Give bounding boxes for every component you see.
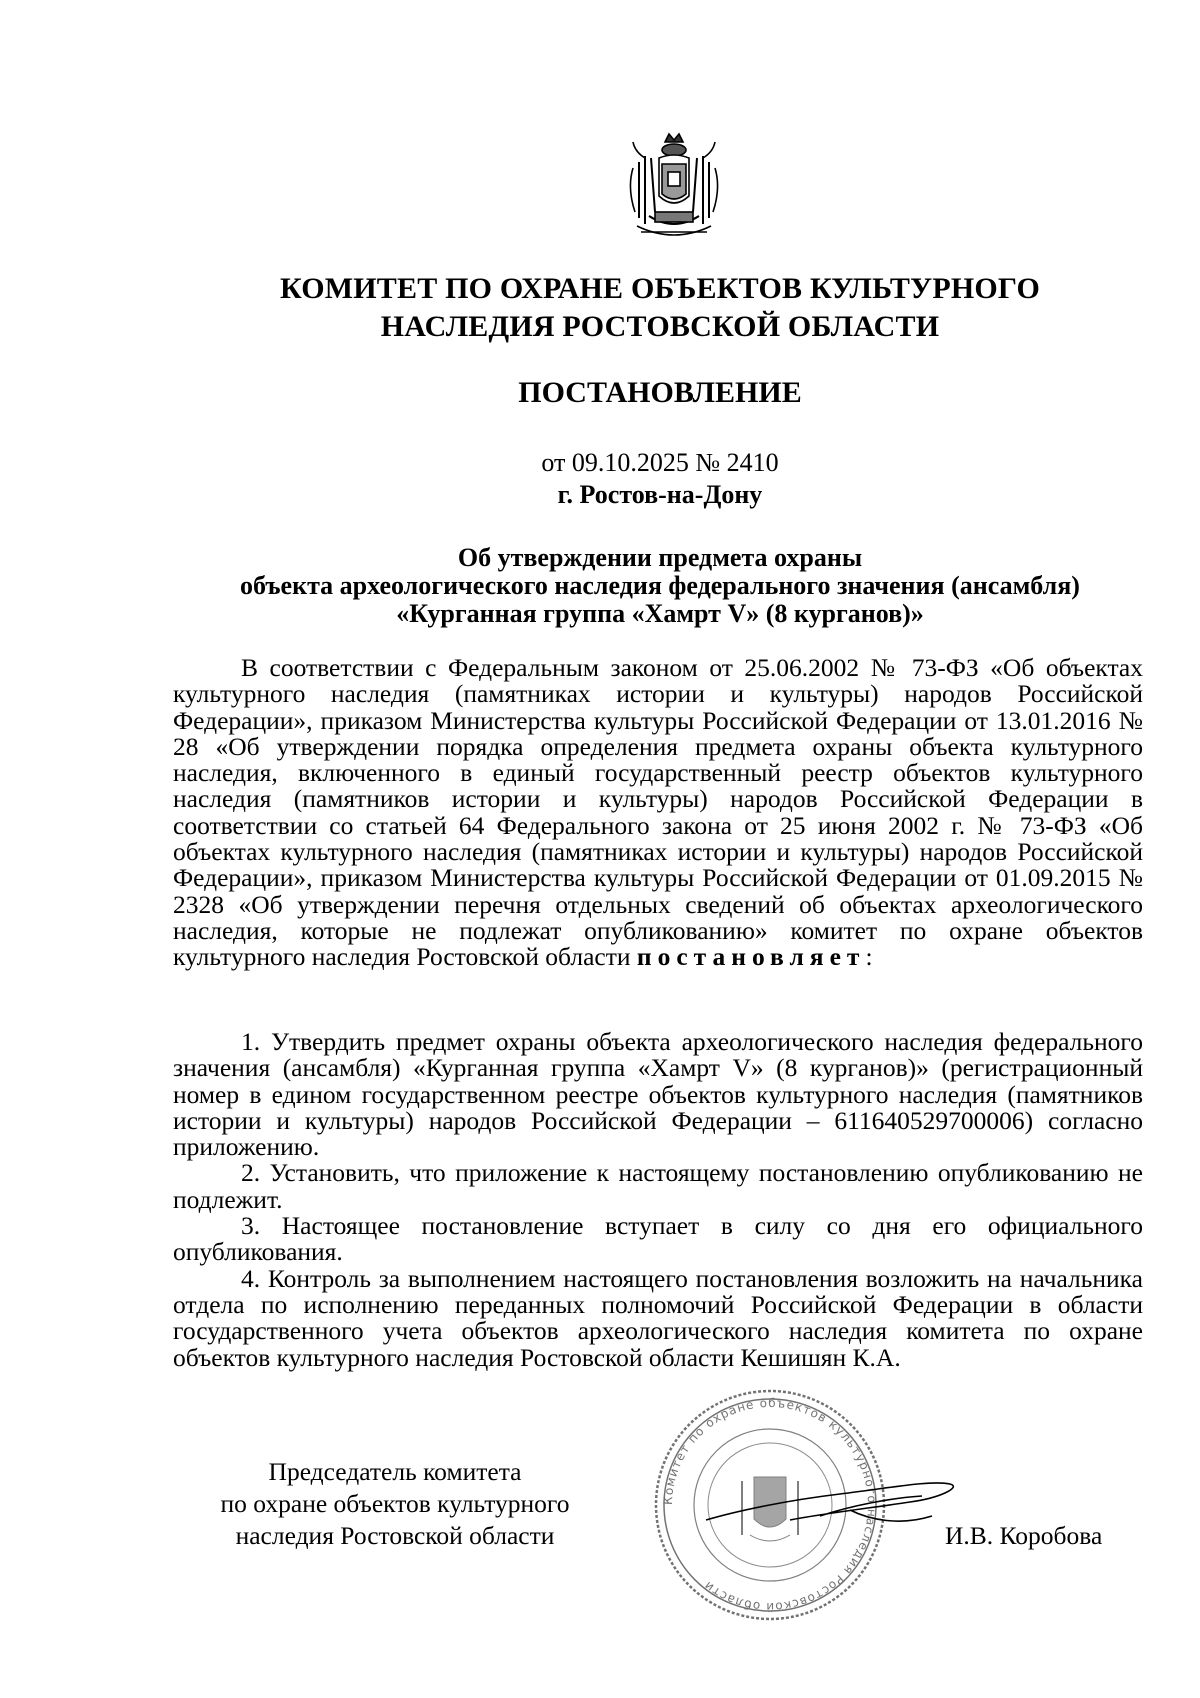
document-type: ПОСТАНОВЛЕНИЕ xyxy=(518,376,802,409)
decree-item-1: 1. Утвердить предмет охраны объекта археологического наследия федерального значения (ансамбля) «Курганная группа «Хамрт V» (8 курганов)» (регистрационный номер в едином государственном реестре объектов культурного наследия (памятников истории и культуры) народов Российской Федерации – 611640529700006) согласно приложению. xyxy=(173,1027,1143,1162)
signer-name: И.В. Коробова xyxy=(945,1521,1103,1550)
signer-position-line-2: по охране объектов культурного xyxy=(220,1489,570,1518)
subject-line-2: объекта археологического наследия федерального значения (ансамбля) xyxy=(240,571,1080,600)
city: г. Ростов-на-Дону xyxy=(557,480,763,509)
decree-items xyxy=(173,1029,1143,1371)
issuing-authority xyxy=(170,270,1150,346)
signer-position-line-1: Председатель комитета xyxy=(268,1457,522,1486)
decree-item-2: 2. Установить, что приложение к настоящему постановлению опубликованию не подлежит. xyxy=(173,1158,1143,1214)
signer-position xyxy=(190,1456,600,1552)
coat-of-arms-icon xyxy=(615,128,733,246)
preamble-paragraph xyxy=(173,655,1143,971)
stamp-ring-text: Комитет по охране объектов культурного наследия Ростовской области xyxy=(660,1395,880,1615)
preamble-text: В соответствии с Федеральным законом от 25.06.2002 № 73-ФЗ «Об объектах культурного наследия (памятниках истории и культуры) народов Российской Федерации», приказом Министерства культуры Российской Федерации от 13.01.2016 № 28 «Об утверждении порядка определения предмета охраны объекта культурного наследия, включенного в единый государственный реестр объектов культурного наследия (памятников истории и культуры) народов Российской Федерации в соответствии со статьей 64 Федерального закона от 25 июня 2002 г. № 73-ФЗ «Об объектах культурного наследия (памятниках истории и культуры) народов Российской Федерации», приказом Министерства культуры Российской Федерации от 01.09.2015 № 2328 «Об утверждении перечня отдельных сведений об объектах археологического наследия, которые не подлежат опубликованию» комитет по охране объектов культурного наследия Ростовской области xyxy=(173,653,1143,972)
signer-position-line-3: наследия Ростовской области xyxy=(235,1521,555,1550)
authority-line-2: НАСЛЕДИЯ РОСТОВСКОЙ ОБЛАСТИ xyxy=(380,310,940,343)
subject-line-3: «Курганная группа «Хамрт V» (8 курганов)» xyxy=(396,599,924,628)
document-subject xyxy=(170,544,1150,628)
decree-item-3: 3. Настоящее постановление вступает в силу со дня его официального опубликования. xyxy=(173,1211,1143,1267)
authority-line-1: КОМИТЕТ ПО ОХРАНЕ ОБЪЕКТОВ КУЛЬТУРНОГО xyxy=(280,272,1040,305)
preamble xyxy=(173,655,1143,971)
decree-item-4: 4. Контроль за выполнением настоящего постановления возложить на начальника отдела по исполнению переданных полномочий Российской Федерации в области государственного учета объектов археологического наследия комитета по охране объектов культурного наследия Ростовской области Кешишян К.А. xyxy=(173,1263,1143,1372)
handwritten-signature xyxy=(700,1470,970,1540)
preamble-colon: : xyxy=(865,942,873,972)
date-and-number: от 09.10.2025 № 2410 xyxy=(541,448,779,477)
subject-line-1: Об утверждении предмета охраны xyxy=(457,543,863,572)
decree-word: постановляет xyxy=(636,942,866,972)
